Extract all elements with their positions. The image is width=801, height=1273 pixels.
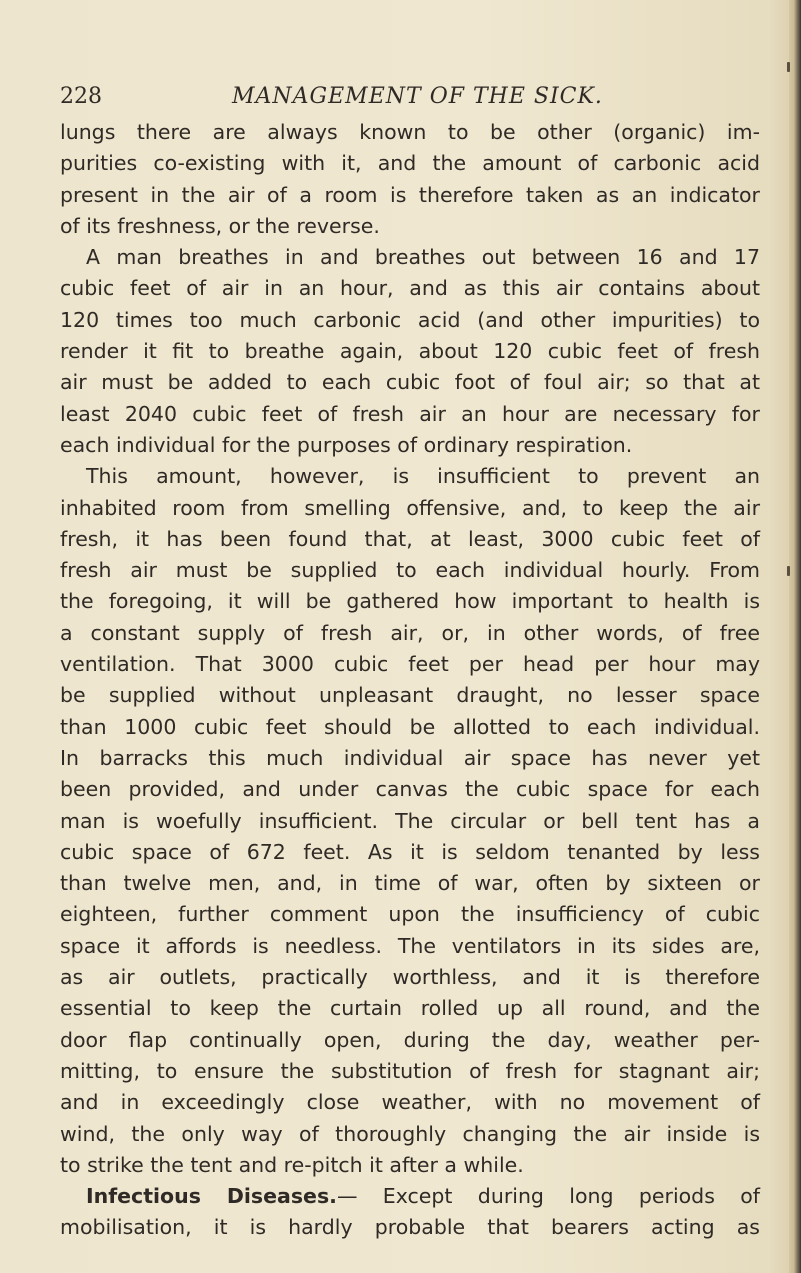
text-line: wind, the only way of thoroughly changing the air inside is (60, 1121, 760, 1146)
text-line: essential to keep the curtain rolled up all round, and the (60, 996, 760, 1021)
text-line: man is woefully insufficient. The circular or bell tent has a (60, 808, 760, 833)
text-line: inhabited room from smelling offensive, and, to keep the air (60, 495, 760, 520)
text-line: of its freshness, or the reverse. (60, 213, 380, 238)
book-spine-edge (789, 0, 801, 1273)
text-line: purities co-existing with it, and the amount of carbonic acid (60, 151, 760, 176)
text-line: eighteen, further comment upon the insufficiency of cubic (60, 902, 760, 927)
text-line: to strike the tent and re-pitch it after a while. (60, 1152, 524, 1177)
section-first-line (60, 1181, 760, 1212)
text-line: air must be added to each cubic foot of foul air; so that at (60, 370, 760, 395)
page-number: 228 (60, 84, 102, 109)
text-line: the foregoing, it will be gathered how important to health is (60, 589, 760, 614)
binding-mark (787, 62, 790, 72)
text-line: and in exceedingly close weather, with no movement of (60, 1090, 760, 1115)
text-line: mitting, to ensure the substitution of fresh for stagnant air; (60, 1058, 760, 1083)
text-line: space it affords is needless. The ventilators in its sides are, (60, 933, 760, 958)
text-line: each individual for the purposes of ordinary respiration. (60, 432, 633, 457)
text-line: This amount, however, is insufficient to prevent an (86, 464, 760, 489)
text-line: fresh, it has been found that, at least, 3000 cubic feet of (60, 526, 760, 551)
text-line: door flap continually open, during the day, weather per- (60, 1027, 760, 1052)
binding-mark (787, 566, 790, 576)
text-line: ventilation. That 3000 cubic feet per head per hour may (60, 652, 760, 677)
text-line: render it fit to breathe again, about 120 cubic feet of fresh (60, 339, 760, 364)
text-line: 120 times too much carbonic acid (and other impurities) to (60, 307, 760, 332)
text-line: In barracks this much individual air space has never yet (60, 745, 760, 770)
text-line: than twelve men, and, in time of war, often by sixteen or (60, 871, 760, 896)
page-header (60, 84, 760, 118)
text-line: least 2040 cubic feet of fresh air an hour are necessary for (60, 401, 760, 426)
section-heading-continuation: — Except during long periods of (336, 1184, 760, 1209)
text-line: a constant supply of fresh air, or, in other words, of free (60, 620, 760, 645)
text-line: as air outlets, practically worthless, and it is therefore (60, 965, 760, 990)
text-line: be supplied without unpleasant draught, no lesser space (60, 683, 760, 708)
body-text (60, 117, 760, 1244)
text-line: fresh air must be supplied to each individual hourly. From (60, 558, 760, 583)
text-line: lungs there are always known to be other (organic) im- (60, 120, 760, 144)
text-line: than 1000 cubic feet should be allotted to each individual. (60, 714, 760, 739)
text-line: cubic feet of air in an hour, and as this air contains about (60, 276, 760, 301)
text-line: A man breathes in and breathes out between 16 and 17 (86, 245, 760, 270)
text-line: been provided, and under canvas the cubic space for each (60, 777, 760, 802)
section-heading: Infectious Diseases. (86, 1184, 337, 1209)
text-line: cubic space of 672 feet. As it is seldom tenanted by less (60, 839, 760, 864)
text-line: mobilisation, it is hardly probable that bearers acting as (60, 1215, 760, 1240)
running-title: MANAGEMENT OF THE SICK. (232, 84, 603, 109)
text-line: present in the air of a room is therefore taken as an indicator (60, 182, 760, 207)
